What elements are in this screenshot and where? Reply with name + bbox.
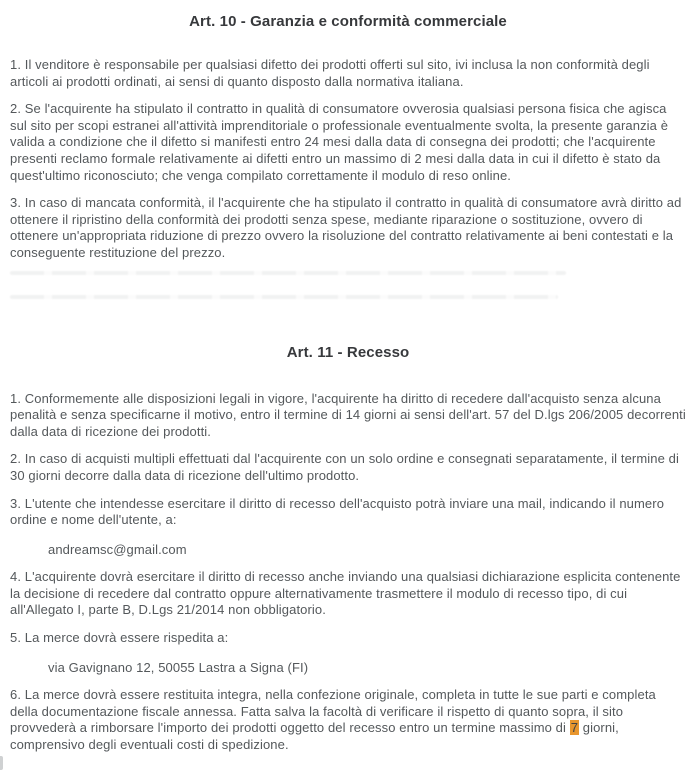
- paragraph-text-before-highlight: 6. La merce dovrà essere restituita integra, nella confezione originale, completa in tutte le sue parti e completa della documentazione fiscale annessa. Fatta salva la facoltà di verificare il rispetto di quanto sopra, il sito provvederà a rimborsare l'importo dei prodotti oggetto del recesso entro un termine massimo di: [10, 687, 656, 736]
- paragraph-art11-5: 5. La merce dovrà essere rispedita a:: [10, 630, 229, 646]
- paragraph-text-after-highlight: giorni, comprensivo degli eventuali costi di spedizione.: [10, 720, 619, 753]
- search-match-highlight: 7: [570, 720, 579, 736]
- paragraph-art11-1: 1. Conformemente alle disposizioni legali in vigore, l'acquirente ha diritto di recedere dall'acquisto senza alcuna penalità e senza specificarne il motivo, entro il termine di 14 giorni ai sensi dell'art. 57 del D.lgs 206/2005 decorrenti dalla data di ricezione dei prodotti.: [10, 390, 686, 439]
- paragraph-art10-2: 2. Se l'acquirente ha stipulato il contratto in qualità di consumatore ovverosia qualsiasi persona fisica che agisca sul sito per scopi estranei all'attività imprenditoriale o professionale eventualmente svolta, la presente garanzia è valida a condizione che il difetto si manifesti entro 24 mesi dalla data di consegna dei prodotti; che l'acquirente presenti reclamo formale relativamente ai difetti entro un massimo di 2 mesi dalla data in cui il difetto è stato da quest'ultimo riconosciuto; che venga compilato correttamente il modulo di reso online.: [10, 101, 669, 183]
- paragraph-art11-6: [10, 687, 686, 753]
- faded-text-line: [10, 271, 566, 275]
- page-edge-artifact: [0, 756, 3, 770]
- paragraph-art10-3: 3. In caso di mancata conformità, il l'acquirente che ha stipulato il contratto in qualità di consumatore avrà diritto ad ottenere il ripristino della conformità dei prodotti senza spese, mediante riparazione o sostituzione, ovvero di ottenere un'appropriata riduzione di prezzo ovvero la risoluzione del contratto relativamente ai beni contestati e la conseguente restituzione del prezzo.: [10, 195, 682, 260]
- paragraph-art11-3: 3. L'utente che intendesse esercitare il diritto di recesso dell'acquisto potrà inviare una mail, indicando il numero ordine e nome dell'utente, a:: [10, 495, 665, 528]
- section-art10: [10, 12, 686, 262]
- paragraph-art11-4: 4. L'acquirente dovrà esercitare il diritto di recesso anche inviando una qualsiasi dichiarazione esplicita contenente la decisione di recedere dal contratto oppure alternativamente trasmettere il modulo di recesso tipo, di cui all'Allegato I, parte B, D.Lgs 21/2014 non obbligatorio.: [10, 569, 681, 618]
- section-title-art10: Art. 10 - Garanzia e conformità commerciale: [189, 13, 507, 30]
- faded-text-line: [10, 295, 558, 299]
- section-art11: [10, 343, 686, 754]
- paragraph-art10-1: 1. Il venditore è responsabile per qualsiasi difetto dei prodotti offerti sul sito, ivi inclusa la non conformità degli articoli ai prodotti ordinati, ai sensi di quanto disposto dalla normativa italiana.: [10, 57, 650, 89]
- return-address: via Gavignano 12, 50055 Lastra a Signa (FI): [48, 659, 309, 675]
- section-title-art11: Art. 11 - Recesso: [286, 343, 410, 361]
- contact-email: andreamsc@gmail.com: [48, 541, 187, 557]
- paragraph-art11-2: 2. In caso di acquisti multipli effettuati dal l'acquirente con un solo ordine e consegnati separatamente, il termine di 30 giorni decorre dalla data di ricezione dell'ultimo prodotto.: [10, 451, 679, 483]
